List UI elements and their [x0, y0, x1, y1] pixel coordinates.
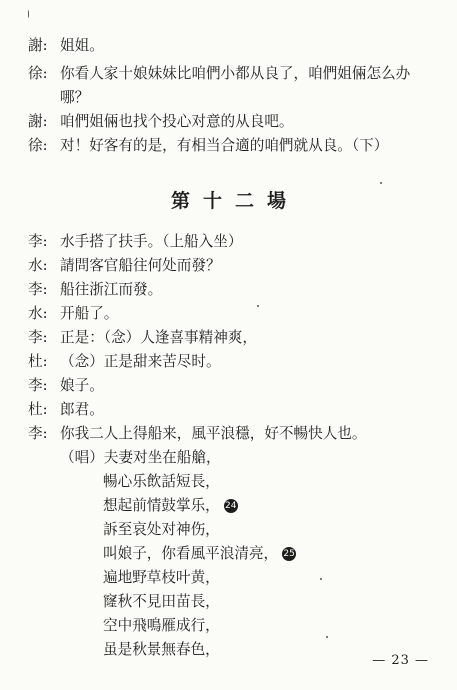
dialogue-text: 娘子。	[60, 377, 104, 394]
dialogue-text: 你我二人上得船来，風平浪穩，好不暢快人也。	[60, 425, 367, 442]
dialogue-text: 哪？	[60, 89, 90, 106]
dialogue-text: （念）正是甜来苦尽时。	[60, 353, 221, 370]
verse-text: 暢心乐飲話短長，	[103, 473, 220, 490]
verse-line	[103, 520, 220, 540]
verse-text: 窿秋不見田苗長，	[103, 593, 220, 610]
dialogue-text: 船往浙江而發。	[60, 281, 163, 298]
dialogue-text: 开船了。	[60, 305, 119, 322]
speaker-label: 李:	[28, 329, 48, 346]
page-number: — 23 —	[372, 653, 429, 668]
annotation-number-badge: 24	[225, 501, 237, 511]
verse-text: （唱）夫妻对坐在船艙，	[60, 449, 221, 466]
verse-line	[103, 640, 220, 660]
verse-text: 空中飛鳴雁成行，	[103, 617, 220, 634]
dialogue-text: 正是：（念）人逢喜事精神爽，	[60, 329, 258, 346]
verse-text: 訴至哀处对神伤，	[103, 521, 220, 538]
verse-text: 想起前情鼓掌乐，	[103, 497, 220, 514]
speaker-label: 謝:	[28, 113, 48, 130]
verse-line	[60, 448, 221, 468]
dialogue-text: 咱們姐倆也找个投心对意的从良吧。	[60, 113, 294, 130]
print-speck	[28, 10, 29, 18]
speaker-label: 李:	[28, 281, 48, 298]
scene-title: 第十二場	[170, 190, 299, 212]
print-speck	[380, 182, 382, 184]
print-speck	[320, 578, 322, 580]
speaker-label: 杜:	[28, 353, 48, 370]
annotation-number-badge: 25	[283, 549, 295, 559]
speaker-label: 水:	[28, 305, 48, 322]
speaker-label: 徐:	[28, 137, 48, 154]
verse-text: 叫娘子，你看風平浪清亮，	[103, 545, 279, 562]
print-speck	[326, 636, 328, 638]
dialogue-text: 請問客官船往何处而發？	[60, 257, 221, 274]
verse-line	[103, 472, 220, 492]
dialogue-text: 你看人家十娘妹妹比咱們小都从良了，咱們姐倆怎么办	[60, 65, 411, 82]
verse-line	[103, 544, 296, 564]
speaker-label: 李:	[28, 425, 48, 442]
verse-line	[103, 496, 238, 516]
verse-line	[103, 616, 220, 636]
verse-line	[103, 568, 220, 588]
verse-text: 虽是秋景無春色，	[103, 641, 220, 658]
speaker-label: 杜:	[28, 401, 48, 418]
dialogue-text: 水手搭了扶手。（上船入坐）	[60, 233, 243, 250]
speaker-label: 李:	[28, 377, 48, 394]
speaker-label: 謝:	[28, 37, 48, 54]
verse-line	[103, 592, 220, 612]
speaker-label: 水:	[28, 257, 48, 274]
print-speck	[257, 305, 259, 307]
dialogue-text: 郎君。	[60, 401, 104, 418]
speaker-label: 李:	[28, 233, 48, 250]
dialogue-text: 对！好客有的是，有相当合適的咱們就从良。（下）	[60, 137, 389, 154]
verse-text: 遍地野草枝叶黄，	[103, 569, 220, 586]
speaker-label: 徐:	[28, 65, 48, 82]
dialogue-text: 姐姐。	[60, 37, 104, 54]
